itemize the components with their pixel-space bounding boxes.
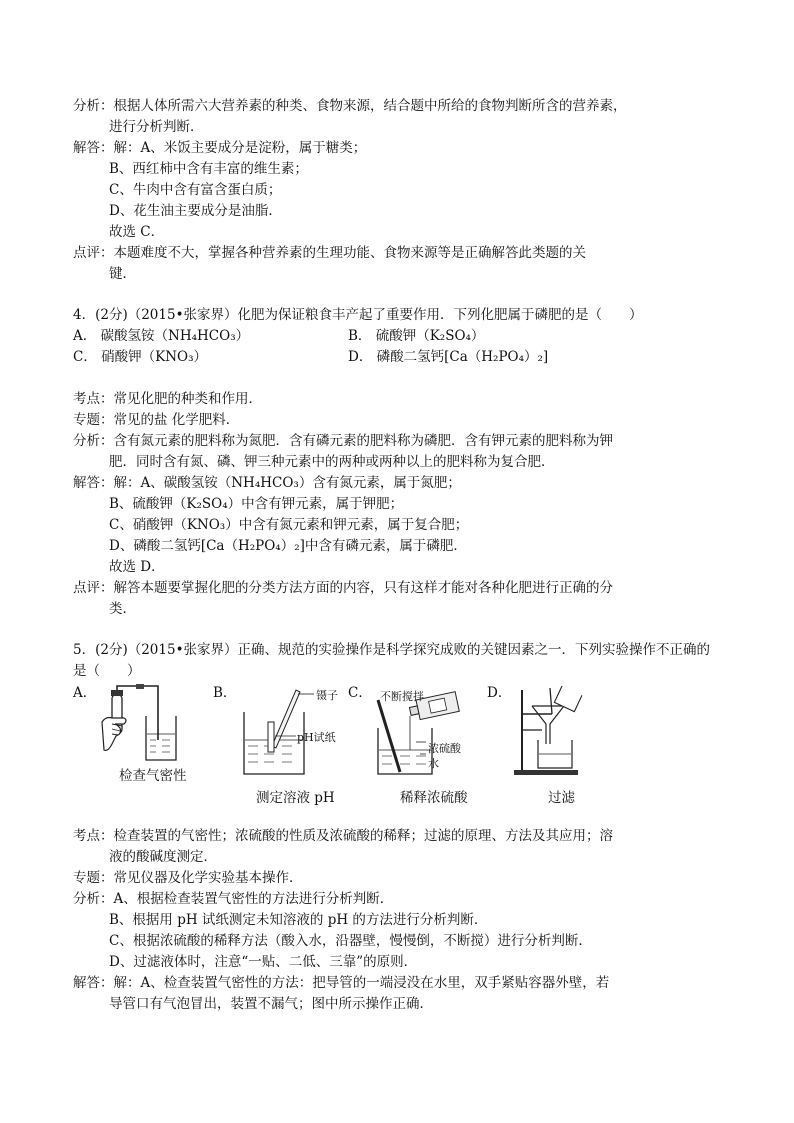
q5-kaodian-line2: 液的酸碱度测定． [109,849,217,865]
q5-zhuanti: 专题：常见仪器及化学实验基本操作． [73,870,303,886]
q5-stem-line1: 5．(2分)（2015•张家界）正确、规范的实验操作是科学探究成败的关键因素之一．下列实验操作不正确的 [73,642,711,658]
q3-answer-line5: 故选 C． [109,224,165,240]
q4-answer-line5: 故选 D． [109,559,165,575]
figure-a-caption: 检查气密性 [119,768,187,784]
figure-c-label-acid: 浓硫酸 [428,742,461,755]
q3-analysis-line2: 进行分析判断． [109,119,204,135]
figure-d-filtration [512,684,602,778]
q5-stem-line2: 是（ ） [73,663,141,679]
q4-analysis-line1: 分析：含有氮元素的肥料称为氮肥．含有磷元素的肥料称为磷肥．含有钾元素的肥料称为钾 [73,433,613,449]
q3-answer-line4: D、花生油主要成分是油脂． [109,203,282,219]
q4-answer-line2: B、硫酸钾（K₂SO₄）中含有钾元素，属于钾肥； [109,496,404,512]
q4-option-d: D． 磷酸二氢钙[Ca（H₂PO₄）₂] [348,349,549,365]
q3-comment-line1: 点评：本题难度不大，掌握各种营养素的生理功能、食物来源等是正确解答此类题的关 [73,245,586,261]
figure-c-caption: 稀释浓硫酸 [400,790,468,806]
q3-comment-line2: 键． [109,266,136,282]
figure-d-letter: D． [487,685,512,701]
figure-b-label-tweezers: 镊子 [316,689,338,702]
q5-analysis-line4: D、过滤液体时，注意“一贴、二低、三靠”的原则． [109,954,418,970]
q4-option-a: A． 碳酸氢铵（NH₄HCO₃） [73,328,250,344]
q5-answer-line2: 导管口有气泡冒出，装置不漏气；图中所示操作正确． [109,996,433,1012]
figure-b-letter: B． [213,685,237,701]
q5-answer-line1: 解答：解：A、检查装置气密性的方法：把导管的一端浸没在水里，双手紧贴容器外壁，若 [73,975,610,991]
q3-analysis-line1: 分析：根据人体所需六大营养素的种类、食物来源，结合题中所给的食物判断所含的营养素， [73,98,627,114]
q4-kaodian: 考点：常见化肥的种类和作用． [73,391,262,407]
q4-comment-line2: 类． [109,601,136,617]
q4-stem: 4．(2分)（2015•张家界）化肥为保证粮食丰产起了重要作用．下列化肥属于磷肥的是（ ） [73,307,643,323]
q5-kaodian-line1: 考点：检查装置的气密性；浓硫酸的性质及浓硫酸的稀释；过滤的原理、方法及其应用；溶 [73,828,613,844]
q4-comment-line1: 点评：解答本题要掌握化肥的分类方法方面的内容，只有这样才能对各种化肥进行正确的分 [73,580,613,596]
q5-analysis-line1: 分析：A、根据检查装置气密性的方法进行分析判断． [73,891,394,907]
q4-option-b: B． 硫酸钾（K₂SO₄） [348,328,485,344]
q3-answer-line2: B、西红柿中含有丰富的维生素； [109,161,308,177]
q4-answer-line4: D、磷酸二氢钙[Ca（H₂PO₄）₂]中含有磷元素，属于磷肥． [109,538,467,554]
q4-zhuanti: 专题：常见的盐 化学肥料． [73,412,240,428]
q4-option-c: C． 硝酸钾（KNO₃） [73,349,207,365]
figure-c-letter: C． [348,685,372,701]
q4-answer-line3: C、硝酸钾（KNO₃）中含有氮元素和钾元素，属于复合肥； [109,517,469,533]
figure-a-letter: A． [73,685,97,701]
q4-analysis-line2: 肥．同时含有氮、磷、钾三种元素中的两种或两种以上的肥料称为复合肥． [109,454,555,470]
figure-c-label-stir: 不断搅拌 [380,690,424,703]
figure-d-caption: 过滤 [548,790,575,806]
q5-analysis-line3: C、根据浓硫酸的稀释方法（酸入水，沿器壁，慢慢倒，不断搅）进行分析判断． [109,933,592,949]
q3-answer-line3: C、牛肉中含有富含蛋白质； [109,182,282,198]
figure-b-label-ph-paper: pH试纸 [297,731,336,744]
figure-c-label-water: 水 [428,757,439,770]
q5-analysis-line2: B、根据用 pH 试纸测定未知溶液的 pH 的方法进行分析判断． [109,912,488,928]
q4-answer-line1: 解答：解：A、碳酸氢铵（NH₄HCO₃）含有氮元素，属于氮肥； [73,475,461,491]
figure-b-caption: 测定溶液 pH [256,790,335,806]
figure-a-airtightness-check [98,682,193,768]
q3-answer-line1: 解答：解：A、米饭主要成分是淀粉，属于糖类； [73,140,367,156]
